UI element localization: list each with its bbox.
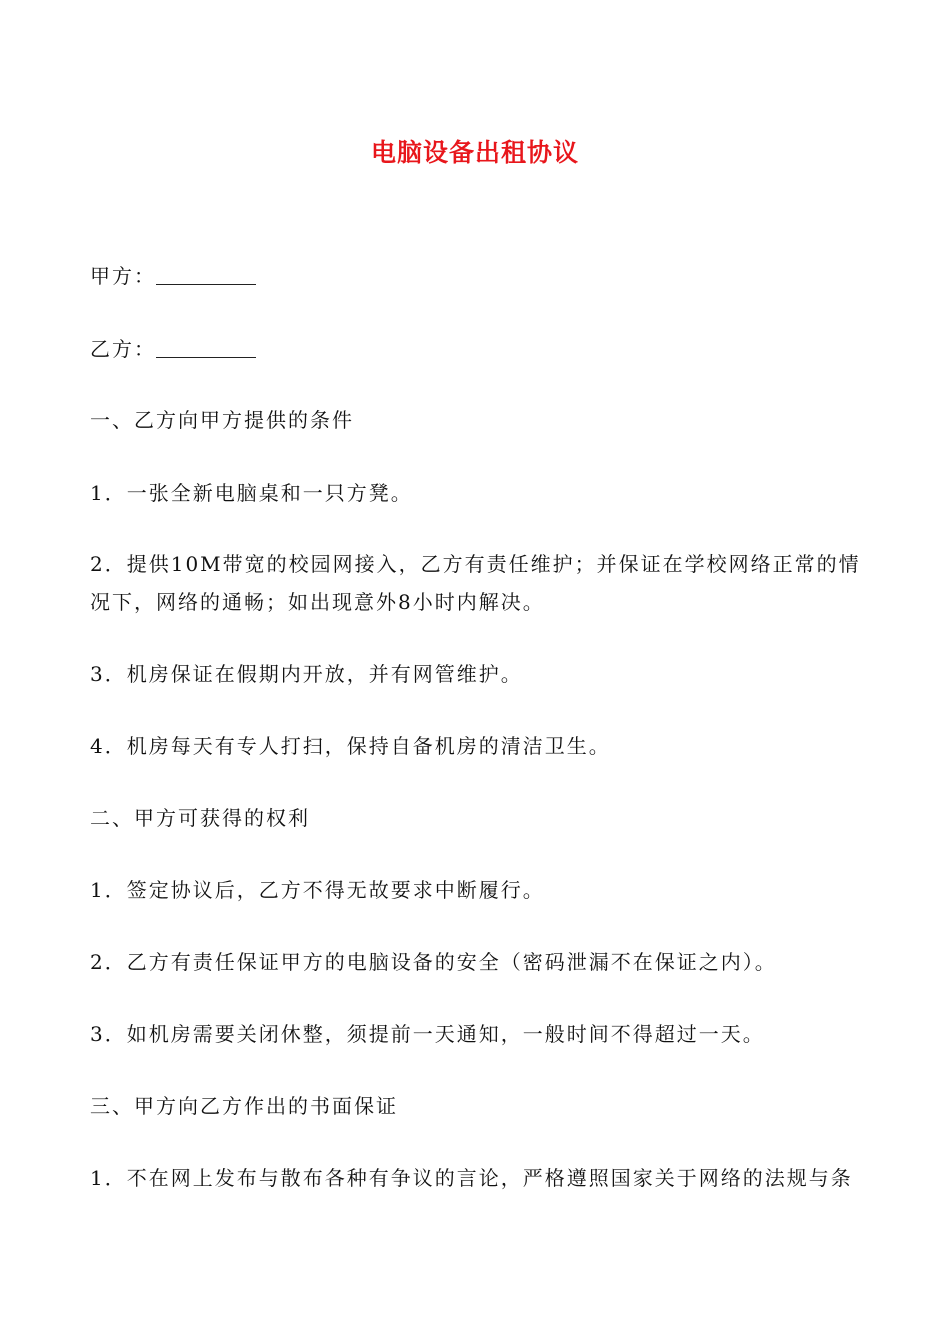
section2-item3: 3．如机房需要关闭休整，须提前一天通知，一般时间不得超过一天。	[90, 1022, 765, 1046]
party-b-blank	[156, 337, 256, 358]
section3-heading: 三、甲方向乙方作出的书面保证	[90, 1094, 398, 1118]
section3-item1: 1．不在网上发布与散布各种有争议的言论，严格遵照国家关于网络的法规与条	[90, 1166, 853, 1190]
section2-item1: 1．签定协议后，乙方不得无故要求中断履行。	[90, 878, 545, 902]
party-b-label: 乙方：	[90, 337, 156, 361]
section1-item2-line1: 2．提供10M带宽的校园网接入，乙方有责任维护；并保证在学校网络正常的情	[90, 552, 861, 576]
party-a-line	[90, 258, 870, 294]
party-a-blank	[156, 264, 256, 285]
section1-item3: 3．机房保证在假期内开放，并有网管维护。	[90, 662, 523, 686]
party-b-line	[90, 331, 870, 367]
section1-item1: 1．一张全新电脑桌和一只方凳。	[90, 481, 413, 505]
section1-item2-line2: 况下，网络的通畅；如出现意外8小时内解决。	[90, 590, 545, 614]
section2-item2: 2．乙方有责任保证甲方的电脑设备的安全（密码泄漏不在保证之内）。	[90, 950, 777, 974]
section1-heading: 一、乙方向甲方提供的条件	[90, 408, 354, 432]
party-a-label: 甲方：	[90, 264, 156, 288]
section1-item4: 4．机房每天有专人打扫，保持自备机房的清洁卫生。	[90, 734, 611, 758]
document-title: 电脑设备出租协议	[370, 138, 579, 167]
section2-heading: 二、甲方可获得的权利	[90, 806, 310, 830]
